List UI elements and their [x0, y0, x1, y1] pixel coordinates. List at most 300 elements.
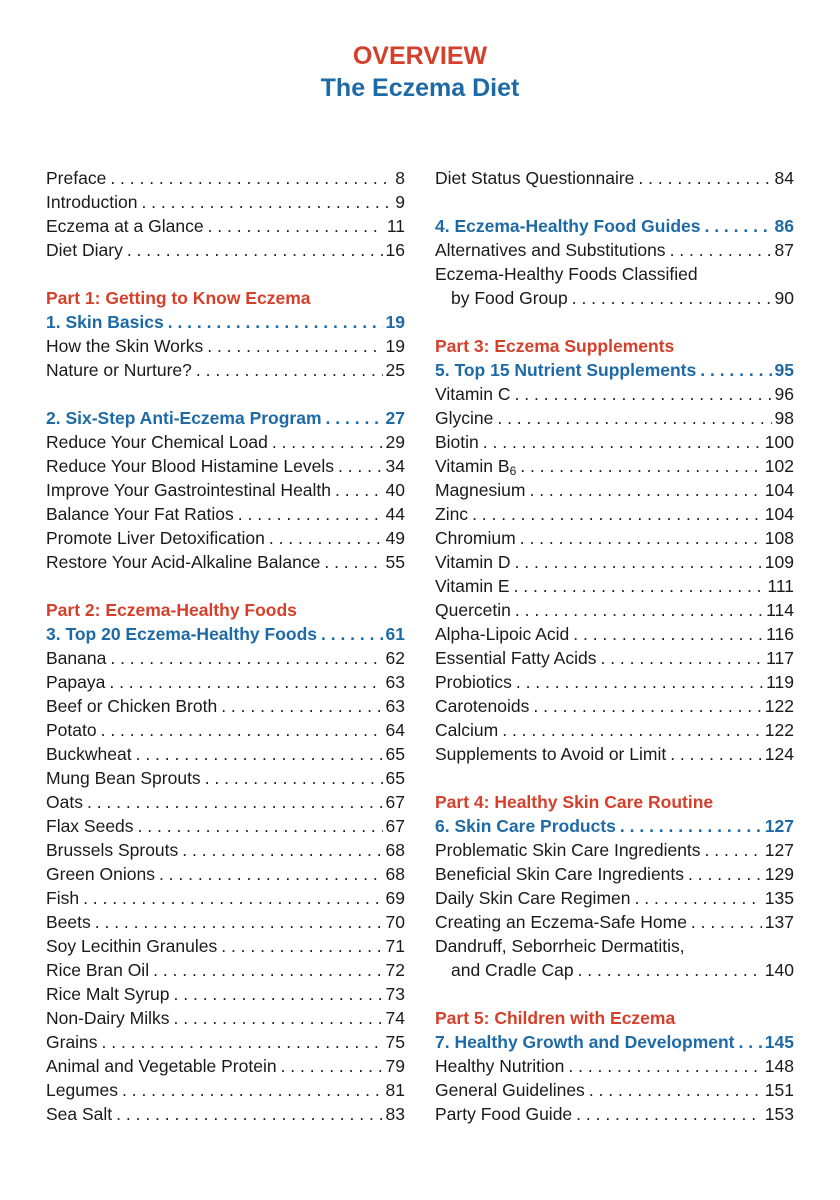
toc-title [46, 694, 217, 718]
toc-title-text: Glycine [435, 408, 494, 428]
section-spacer [46, 262, 405, 286]
dot-leader [203, 334, 382, 358]
dot-leader [585, 1078, 762, 1102]
toc-entry[interactable] [46, 1006, 405, 1030]
toc-title [435, 334, 674, 358]
toc-title-text: Sea Salt [46, 1104, 113, 1124]
toc-page-number: 124 [764, 744, 794, 764]
toc-page-number: 34 [385, 456, 405, 476]
toc-part-heading [46, 598, 405, 622]
toc-title [46, 454, 334, 478]
toc-title-text: Beneficial Skin Care Ingredients [435, 864, 685, 884]
toc-title [46, 502, 234, 526]
toc-title [46, 718, 97, 742]
dot-leader [192, 358, 383, 382]
toc-page-number: 72 [385, 960, 405, 980]
section-spacer [435, 190, 794, 214]
toc-entry[interactable] [46, 1102, 405, 1126]
toc-title-text: Essential Fatty Acids [435, 648, 597, 668]
toc-title [46, 286, 310, 310]
toc-page-number: 64 [385, 720, 405, 740]
toc-page-number: 40 [385, 480, 405, 500]
dot-leader [468, 502, 762, 526]
toc-entry[interactable] [46, 910, 405, 934]
dot-leader [498, 718, 762, 742]
toc-page-number: 44 [385, 504, 405, 524]
toc-title [46, 1006, 169, 1030]
toc-entry[interactable] [435, 238, 794, 262]
toc-title [435, 358, 696, 382]
toc-title [46, 406, 322, 430]
toc-title [46, 358, 192, 382]
toc-page-number: 109 [764, 552, 794, 572]
toc-title [46, 910, 91, 934]
toc-entry[interactable] [435, 1054, 794, 1078]
toc-title-text: Diet Diary [46, 240, 123, 260]
dot-leader [322, 406, 383, 430]
toc-entry[interactable] [46, 214, 405, 238]
toc-page-number: 135 [764, 888, 794, 908]
toc-entry[interactable] [46, 238, 405, 262]
toc-title-text: Legumes [46, 1080, 118, 1100]
toc-title-text: Probiotics [435, 672, 512, 692]
toc-chapter[interactable] [435, 358, 794, 382]
toc-title [435, 550, 511, 574]
toc-entry[interactable] [435, 742, 794, 766]
dot-leader [631, 886, 762, 910]
toc-entry[interactable] [435, 406, 794, 430]
toc-title-text: Papaya [46, 672, 106, 692]
toc-title-text: Preface [46, 168, 107, 188]
dot-leader [574, 958, 762, 982]
toc-entry[interactable] [46, 790, 405, 814]
dot-leader [735, 1030, 762, 1054]
toc-title-text: Eczema at a Glance [46, 216, 204, 236]
toc-entry[interactable] [435, 694, 794, 718]
dot-leader [234, 502, 383, 526]
toc-entry[interactable] [435, 454, 794, 478]
toc-title [435, 262, 698, 286]
toc-title [435, 430, 479, 454]
dot-leader [331, 478, 383, 502]
toc-title [435, 718, 498, 742]
toc-page-number: 151 [764, 1080, 794, 1100]
toc-title [46, 550, 320, 574]
toc-entry[interactable] [46, 670, 405, 694]
toc-page-number: 100 [764, 432, 794, 452]
toc-title-text: Part 4: Healthy Skin Care Routine [435, 792, 714, 812]
toc-page-number: 68 [385, 840, 405, 860]
toc-entry[interactable] [435, 550, 794, 574]
toc-title [451, 958, 574, 982]
toc-page-number: 73 [385, 984, 405, 1004]
dot-leader [265, 526, 383, 550]
toc-title-text: Part 5: Children with Eczema [435, 1008, 676, 1028]
toc-title [46, 190, 137, 214]
toc-entry [435, 934, 794, 958]
toc-title-text: Soy Lecithin Granules [46, 936, 218, 956]
toc-page-number: 70 [385, 912, 405, 932]
toc-entry[interactable] [46, 694, 405, 718]
toc-title [435, 598, 511, 622]
toc-title [46, 1078, 118, 1102]
toc-entry[interactable] [435, 526, 794, 550]
toc-title [46, 814, 134, 838]
toc-entry[interactable] [46, 550, 405, 574]
dot-leader [132, 742, 383, 766]
toc-title [46, 238, 123, 262]
dot-leader [169, 1006, 382, 1030]
toc-title [435, 1078, 585, 1102]
toc-page-number: 137 [764, 912, 794, 932]
toc-page-number: 62 [385, 648, 405, 668]
toc-title-text: Diet Status Questionnaire [435, 168, 635, 188]
toc-title-text: Grains [46, 1032, 98, 1052]
toc-entry[interactable] [46, 454, 405, 478]
toc-title [46, 958, 149, 982]
dot-leader [98, 1030, 383, 1054]
dot-leader [666, 238, 772, 262]
toc-title-text: and Cradle Cap [451, 960, 574, 980]
toc-entry[interactable] [46, 646, 405, 670]
toc-page-number: 75 [385, 1032, 405, 1052]
toc-page-number: 117 [766, 648, 794, 668]
toc-title-text: Potato [46, 720, 97, 740]
toc-page-number: 140 [764, 960, 794, 980]
toc-title [46, 214, 204, 238]
toc-page-number: 68 [385, 864, 405, 884]
toc-entry[interactable] [46, 838, 405, 862]
toc-entry[interactable] [435, 478, 794, 502]
toc-page-number: 19 [385, 336, 405, 356]
dot-leader [149, 958, 382, 982]
toc-entry[interactable] [46, 814, 405, 838]
toc-title-text: Flax Seeds [46, 816, 134, 836]
toc-right-column [435, 166, 794, 1126]
toc-title [435, 934, 685, 958]
toc-title [435, 646, 596, 670]
toc-entry[interactable] [435, 166, 794, 190]
toc-title [435, 694, 529, 718]
toc-title [46, 982, 170, 1006]
dot-leader [217, 934, 382, 958]
section-spacer [435, 982, 794, 1006]
toc-page-number: 79 [385, 1056, 405, 1076]
dot-leader [155, 862, 383, 886]
dot-leader [97, 718, 383, 742]
toc-page-number: 65 [385, 768, 405, 788]
toc-page-number: 87 [774, 240, 794, 260]
toc-title-text: Beef or Chicken Broth [46, 696, 218, 716]
dot-leader [512, 670, 763, 694]
toc-page-number: 90 [774, 288, 794, 308]
toc-title-text: 7. Healthy Growth and Development [435, 1032, 735, 1052]
toc-title-text: Non-Dairy Milks [46, 1008, 170, 1028]
toc-title-text: Daily Skin Care Regimen [435, 888, 631, 908]
toc-entry[interactable] [46, 766, 405, 790]
toc-title-text: 6. Skin Care Products [435, 816, 616, 836]
toc-title-text: Dandruff, Seborrheic Dermatitis, [435, 936, 685, 956]
toc-page-number: 55 [385, 552, 405, 572]
toc-entry[interactable] [435, 382, 794, 406]
toc-entry[interactable] [46, 1078, 405, 1102]
toc-title-text: Carotenoids [435, 696, 530, 716]
toc-title [46, 790, 83, 814]
toc-entry[interactable] [46, 958, 405, 982]
toc-title [435, 1006, 675, 1030]
toc-page-number: 63 [385, 696, 405, 716]
toc-title-text: 2. Six-Step Anti-Eczema Program [46, 408, 322, 428]
toc-page-number: 153 [764, 1104, 794, 1124]
toc-title-text: Chromium [435, 528, 516, 548]
toc-page-number: 9 [395, 192, 405, 212]
toc-chapter[interactable] [435, 1030, 794, 1054]
dot-leader [106, 646, 382, 670]
toc-title-text: How the Skin Works [46, 336, 204, 356]
toc-page-number: 129 [764, 864, 794, 884]
toc-entry[interactable] [435, 574, 794, 598]
toc-title-text: General Guidelines [435, 1080, 585, 1100]
toc-entry[interactable] [46, 166, 405, 190]
dot-leader [277, 1054, 383, 1078]
toc-page-number: 27 [385, 408, 405, 428]
toc-entry[interactable] [46, 502, 405, 526]
dot-leader [479, 430, 762, 454]
dot-leader [118, 1078, 383, 1102]
toc-entry[interactable] [46, 934, 405, 958]
dot-leader [268, 430, 383, 454]
toc-title-text: Part 2: Eczema-Healthy Foods [46, 600, 297, 620]
dot-leader [511, 382, 772, 406]
toc-title [46, 862, 155, 886]
dot-leader [164, 310, 383, 334]
dot-leader [83, 790, 383, 814]
dot-leader [170, 982, 383, 1006]
dot-leader [569, 622, 763, 646]
subscript: 6 [509, 464, 517, 478]
toc-title [46, 622, 317, 646]
toc-title-text: Creating an Eczema-Safe Home [435, 912, 687, 932]
toc-entry[interactable] [46, 742, 405, 766]
dot-leader [511, 598, 763, 622]
toc-title-text: Party Food Guide [435, 1104, 573, 1124]
toc-title-text: Rice Malt Syrup [46, 984, 170, 1004]
toc-chapter[interactable] [435, 214, 794, 238]
toc-page-number: 102 [764, 456, 794, 476]
toc-entry[interactable] [435, 1102, 794, 1126]
dot-leader [564, 1054, 761, 1078]
toc-title [435, 502, 468, 526]
toc-page-number: 67 [385, 792, 405, 812]
toc-page-number: 29 [385, 432, 405, 452]
toc-title-text: Rice Bran Oil [46, 960, 150, 980]
toc-title-text: 5. Top 15 Nutrient Supplements [435, 360, 697, 380]
toc-title-text: by Food Group [451, 288, 568, 308]
toc-page-number: 104 [764, 480, 794, 500]
toc-title-text: Eczema-Healthy Foods Classified [435, 264, 698, 284]
toc-entry[interactable] [435, 622, 794, 646]
toc-page-number: 81 [385, 1080, 405, 1100]
toc-entry[interactable] [46, 1030, 405, 1054]
toc-title-text: Introduction [46, 192, 138, 212]
toc-title [46, 334, 203, 358]
toc-page-number: 108 [764, 528, 794, 548]
toc-title-text: Promote Liver Detoxification [46, 528, 265, 548]
toc-entry[interactable] [46, 1054, 405, 1078]
toc-chapter[interactable] [435, 814, 794, 838]
toc-chapter[interactable] [46, 622, 405, 646]
toc-title [46, 478, 331, 502]
page-subtitle: The Eczema Diet [320, 74, 520, 102]
toc-page-number: 145 [764, 1032, 794, 1052]
toc-title [435, 670, 512, 694]
toc-entry[interactable] [435, 286, 794, 310]
toc-title [435, 1054, 564, 1078]
toc-title-text: Alpha-Lipoic Acid [435, 624, 570, 644]
toc-title [46, 1054, 277, 1078]
toc-entry[interactable] [46, 886, 405, 910]
toc-page-number: 119 [766, 672, 794, 692]
dot-leader [516, 454, 762, 478]
toc-title [435, 454, 516, 478]
toc-entry[interactable] [435, 958, 794, 982]
toc-title [46, 646, 106, 670]
toc-page-number: 127 [764, 816, 794, 836]
toc-part-heading [435, 1006, 794, 1030]
toc-title-text: Beets [46, 912, 91, 932]
dot-leader [572, 1102, 762, 1126]
dot-leader [217, 694, 382, 718]
toc-title [46, 526, 265, 550]
toc-page-number: 19 [385, 312, 405, 332]
toc-entry[interactable] [46, 982, 405, 1006]
toc-page-number: 74 [385, 1008, 405, 1028]
toc-title [46, 166, 106, 190]
toc-entry[interactable] [46, 718, 405, 742]
dot-leader [616, 814, 762, 838]
toc-entry[interactable] [46, 334, 405, 358]
toc-entry[interactable] [46, 190, 405, 214]
toc-entry[interactable] [46, 526, 405, 550]
toc-page-number: 69 [385, 888, 405, 908]
toc-entry[interactable] [435, 910, 794, 934]
toc-title [435, 910, 687, 934]
toc-page-number: 111 [767, 576, 794, 596]
toc-title-text: 4. Eczema-Healthy Food Guides [435, 216, 701, 236]
dot-leader [511, 550, 762, 574]
dot-leader [91, 910, 383, 934]
toc-chapter[interactable] [46, 310, 405, 334]
toc-title-text: Balance Your Fat Ratios [46, 504, 234, 524]
section-spacer [435, 766, 794, 790]
dot-leader [112, 1102, 382, 1126]
toc-entry[interactable] [435, 862, 794, 886]
toc-entry[interactable] [435, 598, 794, 622]
toc-entry[interactable] [46, 862, 405, 886]
toc-title [46, 670, 105, 694]
toc-entry[interactable] [435, 670, 794, 694]
toc-part-heading [435, 790, 794, 814]
toc-title-text: Reduce Your Chemical Load [46, 432, 268, 452]
toc-page-number: 11 [386, 216, 405, 236]
toc-title [46, 1030, 98, 1054]
toc-entry[interactable] [435, 430, 794, 454]
toc-title [451, 286, 568, 310]
toc-title-text: Quercetin [435, 600, 511, 620]
dot-leader [204, 214, 384, 238]
toc-title-text: Part 1: Getting to Know Eczema [46, 288, 311, 308]
toc-title-text: 1. Skin Basics [46, 312, 164, 332]
toc-entry[interactable] [435, 1078, 794, 1102]
dot-leader [700, 214, 771, 238]
toc-title-text: Banana [46, 648, 107, 668]
dot-leader [666, 742, 762, 766]
toc-title-text: Alternatives and Substitutions [435, 240, 666, 260]
toc-entry[interactable] [435, 838, 794, 862]
toc-title [46, 598, 297, 622]
toc-title-text: Nature or Nurture? [46, 360, 192, 380]
toc-page-number: 104 [764, 504, 794, 524]
toc-title-text: Biotin [435, 432, 479, 452]
toc-entry[interactable] [435, 718, 794, 742]
toc-entry[interactable] [435, 886, 794, 910]
dot-leader [687, 910, 762, 934]
toc-page-number: 95 [774, 360, 794, 380]
toc-page-number: 148 [764, 1056, 794, 1076]
toc-title [46, 934, 217, 958]
dot-leader [684, 862, 762, 886]
toc-title-text: Healthy Nutrition [435, 1056, 565, 1076]
toc-title-text: Zinc [435, 504, 469, 524]
toc-page-number: 84 [774, 168, 794, 188]
toc-page-number: 98 [774, 408, 794, 428]
toc-entry[interactable] [46, 478, 405, 502]
toc-chapter[interactable] [46, 406, 405, 430]
toc-title-text: Fish [46, 888, 80, 908]
dot-leader [334, 454, 383, 478]
dot-leader [529, 694, 761, 718]
toc-title-text: Animal and Vegetable Protein [46, 1056, 277, 1076]
toc-entry[interactable] [435, 646, 794, 670]
section-spacer [435, 310, 794, 334]
toc-page-number: 67 [385, 816, 405, 836]
toc-title-text: Restore Your Acid-Alkaline Balance [46, 552, 321, 572]
dot-leader [696, 358, 771, 382]
dot-leader [701, 838, 762, 862]
toc-page-number: 25 [385, 360, 405, 380]
toc-title-text: Vitamin D [435, 552, 511, 572]
toc-title [46, 310, 164, 334]
toc-title-text: Part 3: Eczema Supplements [435, 336, 675, 356]
toc-title [435, 526, 516, 550]
toc-entry[interactable] [435, 502, 794, 526]
dot-leader [634, 166, 771, 190]
toc-page-number: 8 [395, 168, 405, 188]
toc-title [46, 742, 132, 766]
toc-left-column [46, 166, 405, 1126]
toc-title [435, 214, 700, 238]
toc-title [435, 406, 493, 430]
toc-title [435, 574, 510, 598]
toc-entry[interactable] [46, 358, 405, 382]
toc-title-text: Buckwheat [46, 744, 132, 764]
toc-title [435, 790, 713, 814]
toc-title [435, 1030, 735, 1054]
toc-title-text: Problematic Skin Care Ingredients [435, 840, 701, 860]
toc-entry[interactable] [46, 430, 405, 454]
toc-page-number: 16 [385, 240, 405, 260]
dot-leader [105, 670, 382, 694]
